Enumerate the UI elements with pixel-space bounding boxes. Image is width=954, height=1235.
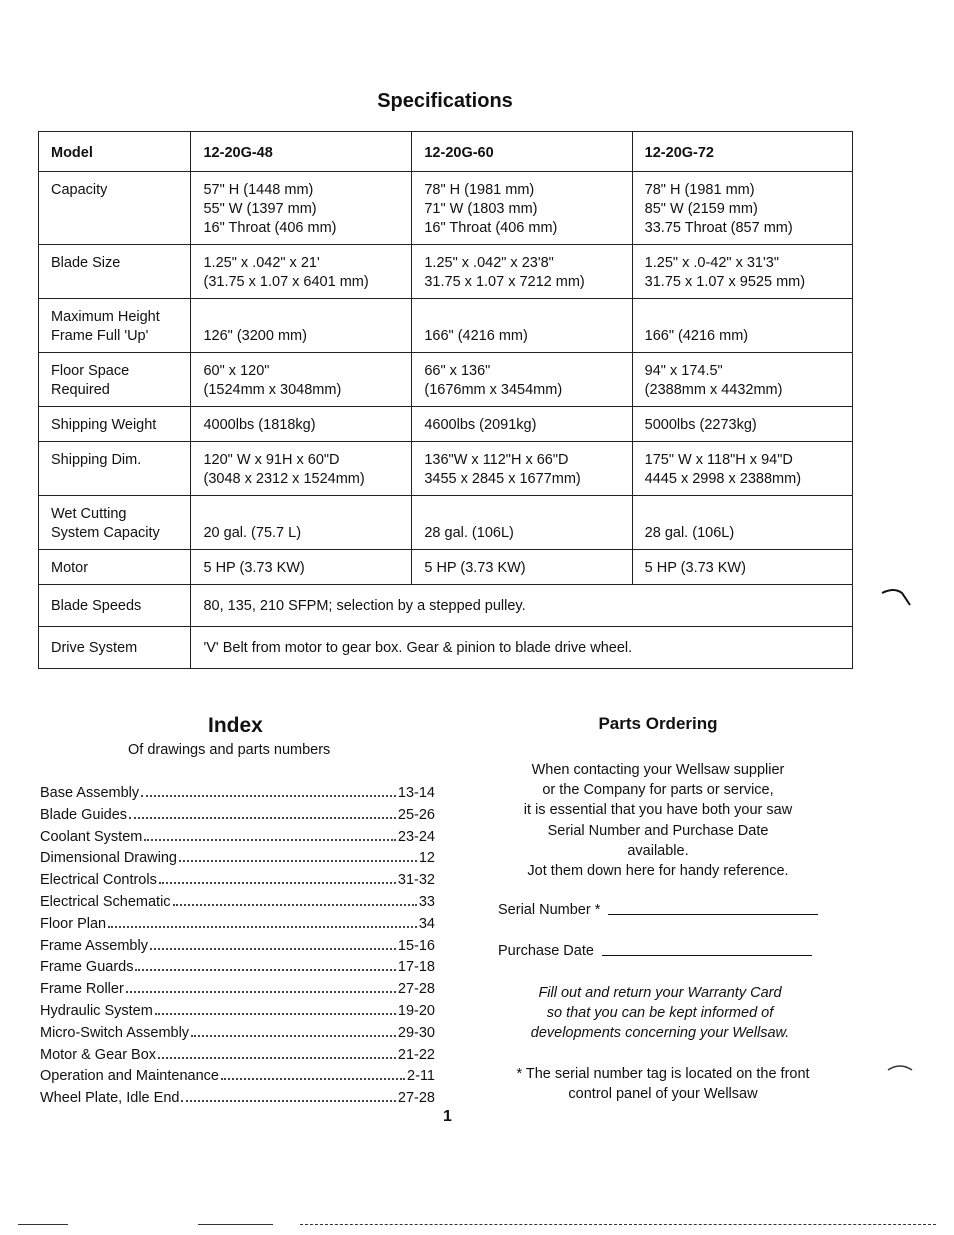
spec-cell — [632, 407, 852, 442]
label-line: Wet Cutting — [51, 506, 127, 522]
cell-line: 60" x 120" — [203, 363, 270, 379]
spec-row-label — [39, 496, 191, 550]
index-leader-dots — [191, 1023, 396, 1037]
header-model-72: 12-20G-72 — [632, 132, 852, 172]
spec-row — [39, 299, 853, 353]
label-line: Capacity — [51, 182, 108, 198]
index-item-pages: 27-28 — [397, 1090, 435, 1107]
index-item-pages: 13-14 — [397, 785, 435, 801]
index-item-name: Frame Roller — [40, 981, 124, 998]
index-item-name: Frame Guards — [40, 959, 134, 976]
index-title: Index — [208, 714, 263, 737]
spec-row-label: Blade Speeds — [39, 585, 191, 627]
cell-line: 28 gal. (106L) — [644, 525, 735, 541]
warranty-line: developments concerning your Wellsaw. — [530, 1025, 790, 1042]
index-item-pages: 29-30 — [397, 1024, 435, 1041]
cell-line: 4445 x 2998 x 2388mm) — [644, 471, 802, 487]
spec-cell — [632, 245, 852, 299]
spec-row — [39, 550, 853, 585]
cell-line: (3048 x 2312 x 1524mm) — [203, 471, 365, 487]
body-line: or the Company for parts or service, — [542, 782, 774, 799]
spec-row-label — [39, 442, 191, 496]
spec-cell — [412, 407, 632, 442]
cell-line: 20 gal. (75.7 L) — [203, 525, 302, 541]
cell-line: (1524mm x 3048mm) — [203, 382, 342, 398]
cell-line: 1.25" x .042" x 23'8" — [424, 255, 554, 271]
purchase-date-label: Purchase Date — [498, 943, 594, 959]
index-item-pages: 33 — [418, 893, 435, 910]
spec-cell — [191, 353, 412, 407]
index-item — [40, 892, 435, 914]
index-leader-dots — [126, 979, 396, 993]
index-leader-dots — [159, 870, 396, 884]
index-item-name: Micro-Switch Assembly — [40, 1024, 190, 1041]
cell-line: 1.25" x .0-42" x 31'3" — [644, 255, 779, 271]
specs-header-row — [39, 132, 853, 172]
index-item-pages: 31-32 — [397, 872, 435, 889]
cell-line: 16" Throat (406 mm) — [424, 220, 558, 236]
index-item-name: Blade Guides — [40, 806, 128, 823]
cell-line: 31.75 x 1.07 x 7212 mm) — [424, 274, 585, 290]
index-leader-dots — [135, 957, 395, 971]
cell-line: 5000lbs (2273kg) — [644, 417, 757, 433]
parts-ordering-title: Parts Ordering — [598, 714, 718, 733]
spec-row — [39, 496, 853, 550]
index-item — [40, 1023, 435, 1045]
body-line: Jot them down here for handy reference. — [527, 863, 789, 880]
index-item-pages: 23-24 — [397, 828, 435, 845]
cell-line: 4600lbs (2091kg) — [424, 417, 537, 433]
spec-span-value: 'V' Belt from motor to gear box. Gear & pinion to blade drive wheel. — [191, 627, 853, 669]
index-item-pages: 15-16 — [397, 937, 435, 954]
index-item — [40, 805, 435, 827]
purchase-date-line[interactable] — [602, 954, 812, 956]
serial-number-line[interactable] — [608, 913, 818, 915]
index-item — [40, 979, 435, 1001]
index-leader-dots — [108, 914, 417, 928]
cell-line: 166" (4216 mm) — [424, 328, 528, 344]
index-list — [40, 783, 435, 1110]
index-item — [40, 848, 435, 870]
index-item — [40, 957, 435, 979]
serial-tag-line: * The serial number tag is located on the front — [516, 1066, 810, 1082]
index-item-name: Operation and Maintenance — [40, 1068, 219, 1085]
header-model: Model — [39, 132, 191, 172]
label-line: Frame Full 'Up' — [51, 328, 149, 344]
index-item-pages: 2-11 — [407, 1068, 435, 1085]
label-line: Required — [51, 382, 110, 398]
spec-cell — [191, 245, 412, 299]
index-item — [40, 870, 435, 892]
spec-row-label — [39, 299, 191, 353]
label-line: Shipping Dim. — [51, 452, 142, 468]
serial-number-label: Serial Number * — [498, 902, 601, 918]
cell-line: 136"W x 112"H x 66"D — [424, 452, 569, 468]
index-item — [40, 936, 435, 958]
cell-line: 120" W x 91H x 60"D — [203, 452, 340, 468]
label-line: Floor Space — [51, 363, 130, 379]
label-line: Shipping Weight — [51, 417, 157, 433]
index-leader-dots — [144, 827, 396, 841]
spec-cell — [191, 407, 412, 442]
cell-line: 66" x 136" — [424, 363, 491, 379]
index-leader-dots — [155, 1001, 396, 1015]
index-item-name: Coolant System — [40, 828, 143, 845]
cell-line: 16" Throat (406 mm) — [203, 220, 337, 236]
spec-cell — [412, 299, 632, 353]
label-line: Maximum Height — [51, 309, 160, 325]
footer-rule — [18, 1224, 68, 1225]
cell-line: 31.75 x 1.07 x 9525 mm) — [644, 274, 806, 290]
spec-cell — [412, 353, 632, 407]
index-item-name: Hydraulic System — [40, 1002, 153, 1019]
index-item-pages: 25-26 — [397, 806, 435, 823]
spec-row-label: Drive System — [39, 627, 191, 669]
spec-cell — [191, 442, 412, 496]
spec-cell — [412, 550, 632, 585]
label-line: System Capacity — [51, 525, 160, 541]
spec-cell — [632, 299, 852, 353]
index-leader-dots — [179, 848, 417, 862]
footer-rule — [198, 1224, 273, 1225]
index-item-name: Floor Plan — [40, 915, 107, 932]
index-subtitle: Of drawings and parts numbers — [128, 742, 331, 758]
label-line: Motor — [51, 560, 89, 576]
cell-line: 94" x 174.5" — [644, 363, 723, 379]
index-item-pages: 21-22 — [397, 1046, 435, 1063]
header-model-60: 12-20G-60 — [412, 132, 632, 172]
index-leader-dots — [181, 1088, 395, 1102]
spec-cell — [191, 550, 412, 585]
spec-cell — [632, 353, 852, 407]
spec-cell — [191, 496, 412, 550]
index-item-pages: 34 — [418, 915, 435, 932]
index-item — [40, 1088, 435, 1110]
body-line: available. — [627, 842, 689, 859]
body-line: Serial Number and Purchase Date — [547, 822, 769, 839]
cell-line: 57" H (1448 mm) — [203, 182, 314, 198]
header-model-48: 12-20G-48 — [191, 132, 412, 172]
warranty-note — [480, 983, 840, 1044]
spec-row-label — [39, 245, 191, 299]
index-item-pages: 19-20 — [397, 1002, 435, 1019]
warranty-line: Fill out and return your Warranty Card — [538, 985, 782, 1001]
cell-line: 166" (4216 mm) — [644, 328, 749, 344]
body-line: When contacting your Wellsaw supplier — [531, 762, 785, 778]
index-item-pages: 12 — [418, 850, 435, 867]
label-line: Blade Size — [51, 255, 121, 271]
spec-row — [39, 407, 853, 442]
specifications-title: Specifications — [377, 90, 513, 112]
spec-row-label — [39, 550, 191, 585]
index-item — [40, 827, 435, 849]
cell-line: 33.75 Throat (857 mm) — [644, 220, 793, 236]
cell-line: (2388mm x 4432mm) — [644, 382, 783, 398]
scan-mark-icon — [880, 585, 920, 610]
cell-line: 78" H (1981 mm) — [644, 182, 755, 198]
cell-line: 55" W (1397 mm) — [203, 201, 317, 217]
body-line: it is essential that you have both your saw — [523, 802, 793, 819]
spec-row-label — [39, 172, 191, 245]
index-leader-dots — [150, 936, 396, 950]
cell-line: (31.75 x 1.07 x 6401 mm) — [203, 274, 369, 290]
warranty-line: so that you can be kept informed of — [546, 1005, 774, 1022]
spec-cell — [632, 442, 852, 496]
index-leader-dots — [158, 1045, 396, 1059]
index-item — [40, 783, 435, 805]
index-item-name: Electrical Schematic — [40, 893, 171, 910]
index-item — [40, 1066, 435, 1088]
spec-span-row — [39, 585, 853, 627]
spec-row — [39, 172, 853, 245]
spec-cell — [191, 299, 412, 353]
spec-row — [39, 442, 853, 496]
index-item — [40, 914, 435, 936]
index-item-name: Electrical Controls — [40, 872, 157, 889]
spec-span-row — [39, 627, 853, 669]
page-number: 1 — [443, 1108, 452, 1125]
index-item-pages: 27-28 — [397, 981, 435, 998]
spec-cell — [412, 442, 632, 496]
cell-line: 3455 x 2845 x 1677mm) — [424, 471, 581, 487]
cell-line: 5 HP (3.73 KW) — [203, 560, 305, 576]
cell-line: 5 HP (3.73 KW) — [644, 560, 746, 576]
spec-row — [39, 245, 853, 299]
specifications-table — [38, 131, 853, 669]
spec-span-value: 80, 135, 210 SFPM; selection by a stepped pulley. — [191, 585, 853, 627]
purchase-date-field[interactable] — [498, 943, 812, 959]
spec-row-label — [39, 353, 191, 407]
index-leader-dots — [141, 783, 396, 797]
cell-line: 4000lbs (1818kg) — [203, 417, 316, 433]
serial-number-field[interactable] — [498, 902, 818, 918]
cell-line: 126" (3200 mm) — [203, 328, 307, 344]
cell-line: 5 HP (3.73 KW) — [424, 560, 526, 576]
index-item-name: Wheel Plate, Idle End — [40, 1090, 180, 1107]
parts-ordering-body — [493, 760, 823, 881]
spec-cell — [632, 496, 852, 550]
spec-cell — [632, 550, 852, 585]
index-item-name: Dimensional Drawing — [40, 850, 177, 867]
cell-line: 28 gal. (106L) — [424, 525, 514, 541]
index-item-name: Motor & Gear Box — [40, 1046, 157, 1063]
index-item-pages: 17-18 — [397, 959, 435, 976]
scan-mark-icon — [886, 1060, 926, 1080]
spec-cell — [191, 172, 412, 245]
cell-line: 175" W x 118"H x 94"D — [644, 452, 793, 468]
spec-row-label — [39, 407, 191, 442]
cell-line: (1676mm x 3454mm) — [424, 382, 563, 398]
index-item — [40, 1045, 435, 1067]
spec-cell — [412, 172, 632, 245]
cell-line: 71" W (1803 mm) — [424, 201, 538, 217]
cell-line: 85" W (2159 mm) — [644, 201, 758, 217]
serial-tag-line: control panel of your Wellsaw — [568, 1086, 758, 1103]
index-leader-dots — [173, 892, 417, 906]
index-item — [40, 1001, 435, 1023]
cell-line: 1.25" x .042" x 21' — [203, 255, 320, 271]
spec-cell — [412, 245, 632, 299]
spec-cell — [632, 172, 852, 245]
index-leader-dots — [221, 1066, 405, 1080]
spec-row — [39, 353, 853, 407]
index-leader-dots — [129, 805, 396, 819]
cell-line: 78" H (1981 mm) — [424, 182, 535, 198]
serial-tag-note — [493, 1064, 833, 1104]
footer-rule — [300, 1224, 936, 1225]
spec-cell — [412, 496, 632, 550]
index-item-name: Base Assembly — [40, 785, 140, 801]
index-item-name: Frame Assembly — [40, 937, 148, 954]
